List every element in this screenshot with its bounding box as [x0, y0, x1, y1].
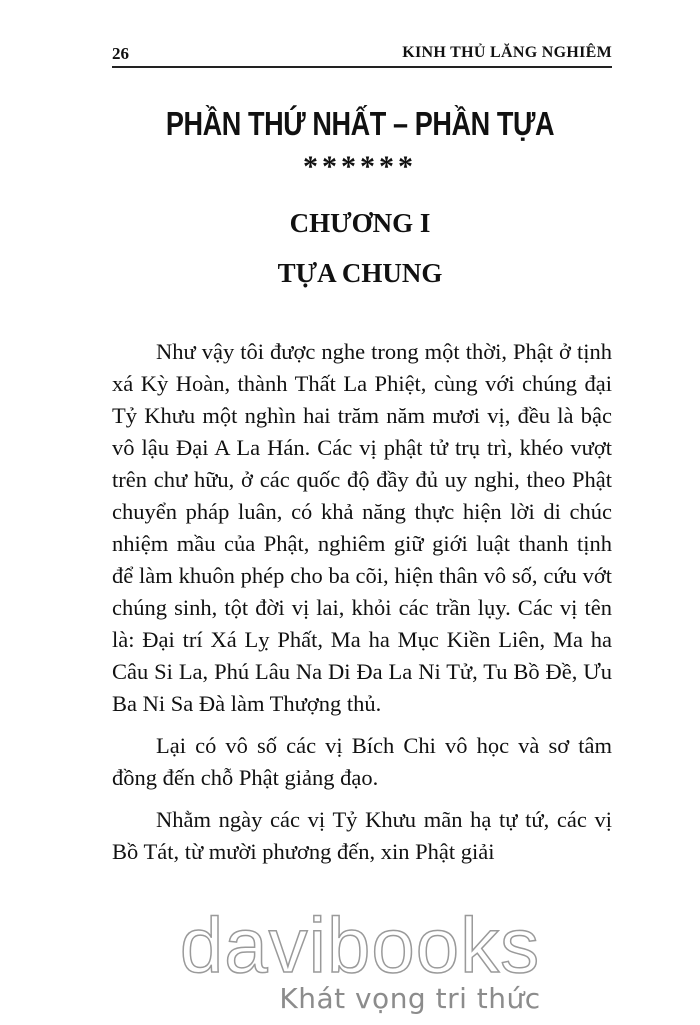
page-number: 26	[112, 44, 129, 63]
body-text	[112, 336, 612, 878]
paragraph: Nhằm ngày các vị Tỷ Khưu mãn hạ tự tứ, các vị Bồ Tát, từ mười phương đến, xin Phật giải	[112, 807, 612, 864]
chapter-number: CHƯƠNG I	[289, 208, 431, 238]
running-header	[112, 44, 612, 68]
watermark-tagline: Khát vọng tri thức	[279, 982, 541, 1015]
chapter-title: TỰA CHUNG	[277, 258, 443, 288]
running-book-title: KINH THỦ LĂNG NGHIÊM	[402, 44, 612, 61]
section-separator: ******	[303, 150, 417, 183]
part-title: PHẦN THỨ NHẤT – PHẦN TỰA	[165, 105, 555, 142]
watermark-logo: davibooks	[179, 901, 541, 989]
paragraph: Lại có vô số các vị Bích Chi vô học và sơ tâm đồng đến chỗ Phật giảng đạo.	[112, 733, 612, 790]
paragraph: Như vậy tôi được nghe trong một thời, Phật ở tịnh xá Kỳ Hoàn, thành Thất La Phiệt, cùng với chúng đại Tỷ Khưu một nghìn hai trăm năm mươi vị, đều là bậc vô lậu Đại A La Hán. Các vị phật tử trụ trì, khéo vượt trên chư hữu, ở các quốc độ đầy đủ uy nghi, theo Phật chuyển pháp luân, có khả năng thực hiện lời di chúc nhiệm mầu của Phật, nghiêm giữ giới luật thanh tịnh để làm khuôn phép cho ba cõi, hiện thân vô số, cứu vớt chúng sinh, tột đời vị lai, khỏi các trần lụy. Các vị tên là: Đại trí Xá Lỵ Phất, Ma ha Mục Kiền Liên, Ma ha Câu Si La, Phú Lâu Na Di Đa La Ni Tử, Tu Bồ Đề, Ưu Ba Ni Sa Đà làm Thượng thủ.	[112, 339, 612, 716]
